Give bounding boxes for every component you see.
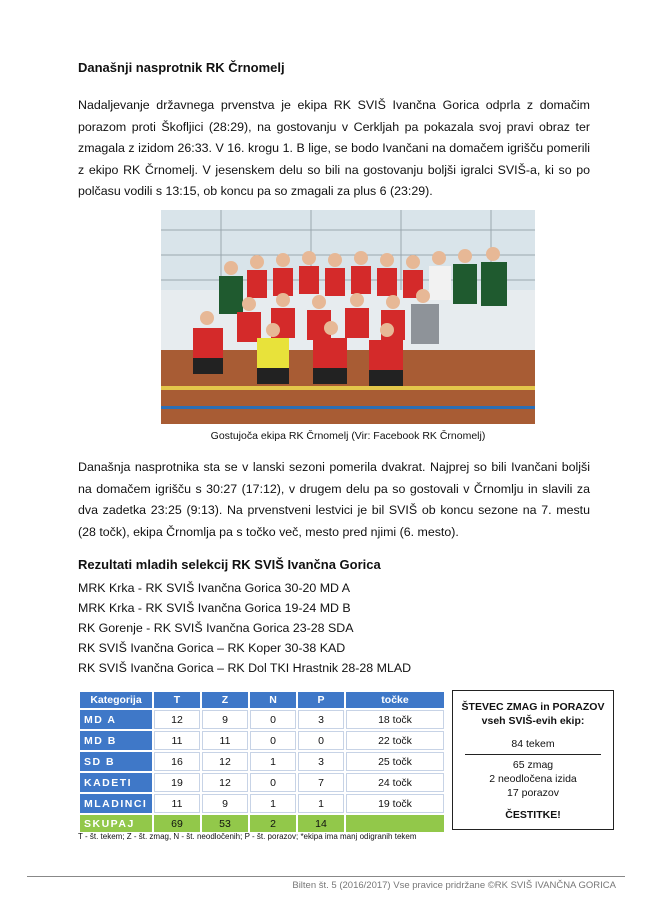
col-points: točke [346, 692, 444, 708]
cell-points: 25 točk [346, 752, 444, 771]
col-category: Kategorija [80, 692, 152, 708]
table-row [80, 773, 444, 792]
cell-losses: 0 [298, 731, 344, 750]
win-loss-counter-box [452, 690, 614, 830]
heading-opponent: Današnji nasprotnik RK Črnomelj [78, 60, 285, 75]
cell-category: SD B [80, 752, 152, 771]
cell-losses: 1 [298, 794, 344, 813]
cell-category: MD A [80, 710, 152, 729]
counter-losses: 17 porazov [507, 787, 559, 799]
result-item: RK Gorenje - RK SVIŠ Ivančna Gorica 23-28 SDA [78, 621, 354, 635]
cell-draws: 0 [250, 710, 296, 729]
cell-draws: 2 [250, 815, 296, 832]
cell-category: MD B [80, 731, 152, 750]
cell-points: 22 točk [346, 731, 444, 750]
cell-games: 69 [154, 815, 200, 832]
result-item: RK SVIŠ Ivančna Gorica – RK Koper 30-38 KAD [78, 641, 346, 655]
cell-wins: 12 [202, 752, 248, 771]
col-games: T [154, 692, 200, 708]
photo-caption: Gostujoča ekipa RK Črnomelj (Vir: Facebook RK Črnomelj) [210, 430, 486, 442]
cell-games: 11 [154, 731, 200, 750]
table-legend-note: T - št. tekem; Z - št. zmag, N - št. neodločenih; P - št. porazov; *ekipa ima manj odigranih tekem [78, 832, 417, 841]
cell-points: 24 točk [346, 773, 444, 792]
cell-draws: 0 [250, 773, 296, 792]
cell-losses: 14 [298, 815, 344, 832]
cell-games: 11 [154, 794, 200, 813]
cell-points [346, 815, 444, 832]
cell-draws: 1 [250, 794, 296, 813]
cell-category: KADETI [80, 773, 152, 792]
cell-category: SKUPAJ [80, 815, 152, 832]
table-row [80, 731, 444, 750]
cell-draws: 0 [250, 731, 296, 750]
cell-games: 19 [154, 773, 200, 792]
cell-losses: 7 [298, 773, 344, 792]
cell-wins: 12 [202, 773, 248, 792]
footer-divider [27, 876, 625, 877]
stats-header-row [80, 692, 444, 708]
table-row [80, 752, 444, 771]
result-item: MRK Krka - RK SVIŠ Ivančna Gorica 30-20 MD A [78, 581, 351, 595]
cell-wins: 53 [202, 815, 248, 832]
counter-wins: 65 zmag [512, 759, 554, 771]
cell-points: 18 točk [346, 710, 444, 729]
cell-losses: 3 [298, 710, 344, 729]
paragraph-intro: Nadaljevanje državnega prvenstva je ekipa RK SVIŠ Ivančna Gorica odprla z domačim porazom proti Škofljici (28:29), na gostovanju v Cerkljah pa pokazala svoj pravi obraz ter zmagala z izidom 26:33. V 16. krogu 1. B lige, se bodo Ivančani na domačem igrišču pomerili z ekipo RK Črnomelj. V jesenskem delu so bili na gostovanju boljši igralci SVIŠ-a, ki so po polčasu vodili s 13:15, ob koncu pa so zmagali za plus 6 (23:29). [78, 98, 590, 198]
cell-wins: 11 [202, 731, 248, 750]
table-total-row [80, 815, 444, 832]
counter-title-line1: ŠTEVEC ZMAG in PORAZOV [461, 701, 605, 713]
paragraph-history: Današnja nasprotnika sta se v lanski sezoni pomerila dvakrat. Najprej so bili Ivančani boljši na domačem igrišču s 30:27 (17:12), v drugem delu pa so gostovali v Črnomlju in slavili za dva zadetka 23:25 (9:13). Na prvenstveni lestvici je bil SVIŠ ob koncu sezone na 7. mestu (28 točk), ekipa Črnomlja pa s točko več, mesto pred njimi (6. mesto). [78, 460, 590, 539]
table-row [80, 794, 444, 813]
cell-wins: 9 [202, 710, 248, 729]
cell-games: 12 [154, 710, 200, 729]
cell-games: 16 [154, 752, 200, 771]
cell-category: MLADINCI [80, 794, 152, 813]
counter-draws: 2 neodločena izida [489, 773, 577, 785]
cell-draws: 1 [250, 752, 296, 771]
counter-games: 84 tekem [511, 738, 555, 750]
cell-points: 19 točk [346, 794, 444, 813]
col-draws: N [250, 692, 296, 708]
footer-text: Bilten št. 5 (2016/2017) Vse pravice pridržane ©RK SVIŠ IVANČNA GORICA [292, 880, 616, 891]
cell-wins: 9 [202, 794, 248, 813]
team-photo-image [161, 210, 535, 424]
result-item: MRK Krka - RK SVIŠ Ivančna Gorica 19-24 MD B [78, 601, 351, 615]
counter-title-line2: vseh SVIŠ-evih ekip: [481, 715, 585, 727]
counter-divider [465, 754, 601, 755]
result-item: RK SVIŠ Ivančna Gorica – RK Dol TKI Hrastnik 28-28 MLAD [78, 661, 412, 675]
cell-losses: 3 [298, 752, 344, 771]
heading-youth-results: Rezultati mladih selekcij RK SVIŠ Ivančna Gorica [78, 557, 381, 572]
stats-table [78, 690, 446, 834]
counter-congrats: ČESTITKE! [505, 809, 561, 821]
col-wins: Z [202, 692, 248, 708]
col-losses: P [298, 692, 344, 708]
youth-results-list [78, 578, 411, 678]
table-row [80, 710, 444, 729]
team-photo [161, 210, 535, 424]
counter-title [453, 700, 613, 728]
